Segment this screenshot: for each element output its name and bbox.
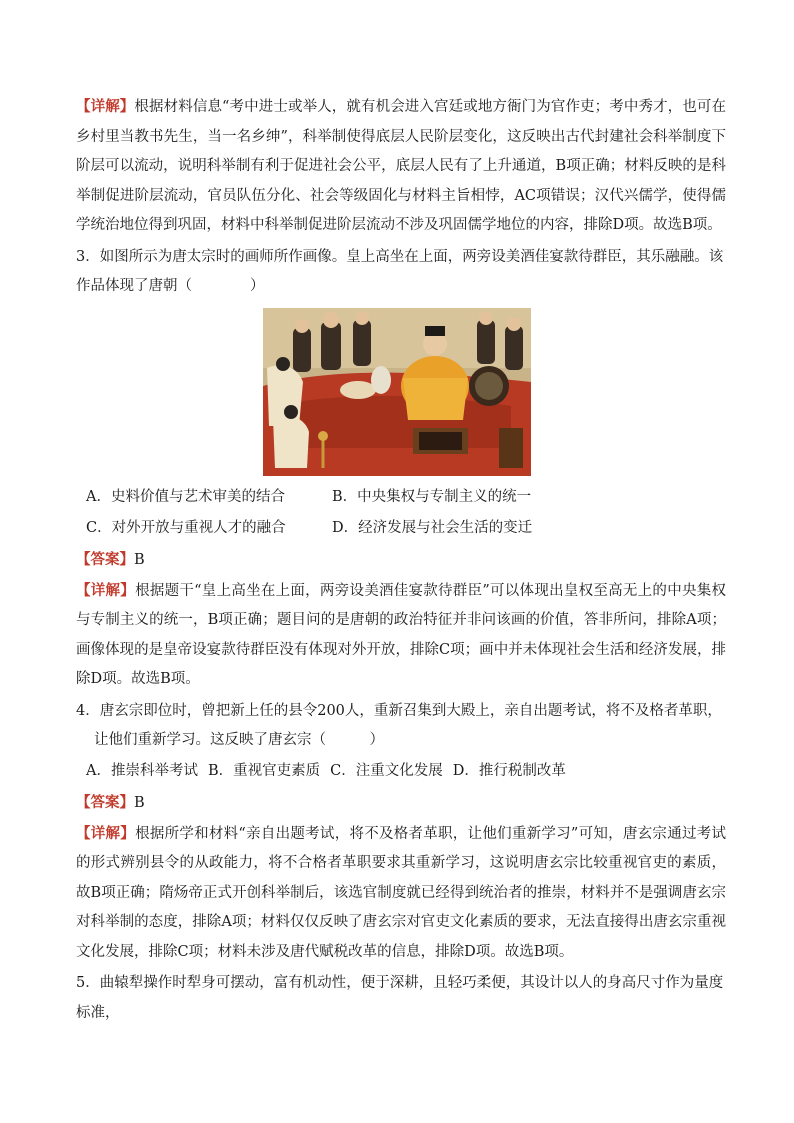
question-4-explanation	[76, 819, 726, 968]
document-body	[76, 92, 726, 1028]
question-4-answer	[76, 787, 726, 819]
option-c[interactable]: C．注重文化发展	[330, 762, 443, 779]
option-a[interactable]: A．史料价值与艺术审美的结合	[86, 488, 285, 505]
answer-tag: 【答案】	[76, 550, 134, 568]
explanation-text: 根据题干“皇上高坐在上面，两旁设美酒佳宴款待群臣”可以体现出皇权至高无上的中央集权与专制主义的统一，B项正确；题目问的是唐朝的政治特征并非问该画的价值，答非所问，排除A项；画像体现的是皇帝设宴款待群臣没有体现对外开放，排除C项；画中并未体现社会生活和经济发展，排除D项。故选B项。	[76, 582, 726, 687]
answer-value: B	[134, 551, 145, 568]
explanation-text: 根据所学和材料“亲自出题考试，将不及格者革职，让他们重新学习”可知，唐玄宗通过考试的形式辨别县令的从政能力，将不合格者革职要求其重新学习，这说明唐玄宗比较重视官吏的素质，故B项正确；隋炀帝正式开创科举制后，该选官制度就已经得到统治者的推崇，材料并不是强调唐玄宗对科举制的态度，排除A项；材料仅仅反映了唐玄宗对官吏文化素质的要求，无法直接得出唐玄宗重视文化发展，排除C项；材料未涉及唐代赋税改革的信息，排除D项。故选B项。	[76, 825, 726, 960]
answer-tag: 【答案】	[76, 793, 134, 811]
question-4-options	[76, 756, 726, 787]
option-b[interactable]: B．中央集权与专制主义的统一	[332, 488, 532, 505]
question-5-stem: 5．曲辕犁操作时犁身可摆动，富有机动性，便于深耕，且轻巧柔便，其设计以人的身高尺寸作为量度标准，	[76, 975, 724, 1021]
options-row	[86, 513, 726, 544]
detail-tag: 【详解】	[76, 824, 136, 842]
option-a[interactable]: A．推崇科举考试	[86, 762, 198, 779]
question-3-stem: 3．如图所示为唐太宗时的画师所作画像。皇上高坐在上面，两旁设美酒佳宴款待群臣，其乐融融。该作品体现了唐朝（ ）	[76, 248, 724, 294]
explanation-text: 根据材料信息“考中进士或举人，就有机会进入宫廷或地方衙门为官作吏；考中秀才，也可在乡村里当教书先生，当一名乡绅”，科举制使得底层人民阶层变化，这反映出古代封建社会科举制度下阶层可以流动，说明科举制有利于促进社会公平，底层人民有了上升通道，B项正确；材料反映的是科举制促进阶层流动，官员队伍分化、社会等级固化与材料主旨相悖，AC项错误；汉代兴儒学，使得儒学统治地位得到巩固，材料中科举制促进阶层流动不涉及巩固儒学地位的内容，排除D项。故选B项。	[76, 99, 726, 233]
options-row	[86, 482, 726, 513]
option-d[interactable]: D．经济发展与社会生活的变迁	[332, 519, 533, 536]
tang-banquet-painting	[263, 308, 531, 476]
option-c[interactable]: C．对外开放与重视人才的融合	[86, 519, 286, 536]
question-3-answer	[76, 544, 726, 576]
detail-tag: 【详解】	[76, 98, 135, 115]
question-3-explanation	[76, 576, 726, 695]
question-3-options	[76, 482, 726, 544]
option-b[interactable]: B．重视官吏素质	[207, 762, 321, 779]
answer-value: B	[134, 794, 145, 811]
q2-explanation	[76, 92, 726, 241]
detail-tag: 【详解】	[76, 581, 136, 599]
option-d[interactable]: D．推行税制改革	[452, 762, 566, 779]
question-4-stem: 4．唐玄宗即位时，曾把新上任的县令200人，重新召集到大殿上，亲自出题考试，将不及格者革职，让他们重新学习。这反映了唐玄宗（ ）	[76, 702, 722, 748]
